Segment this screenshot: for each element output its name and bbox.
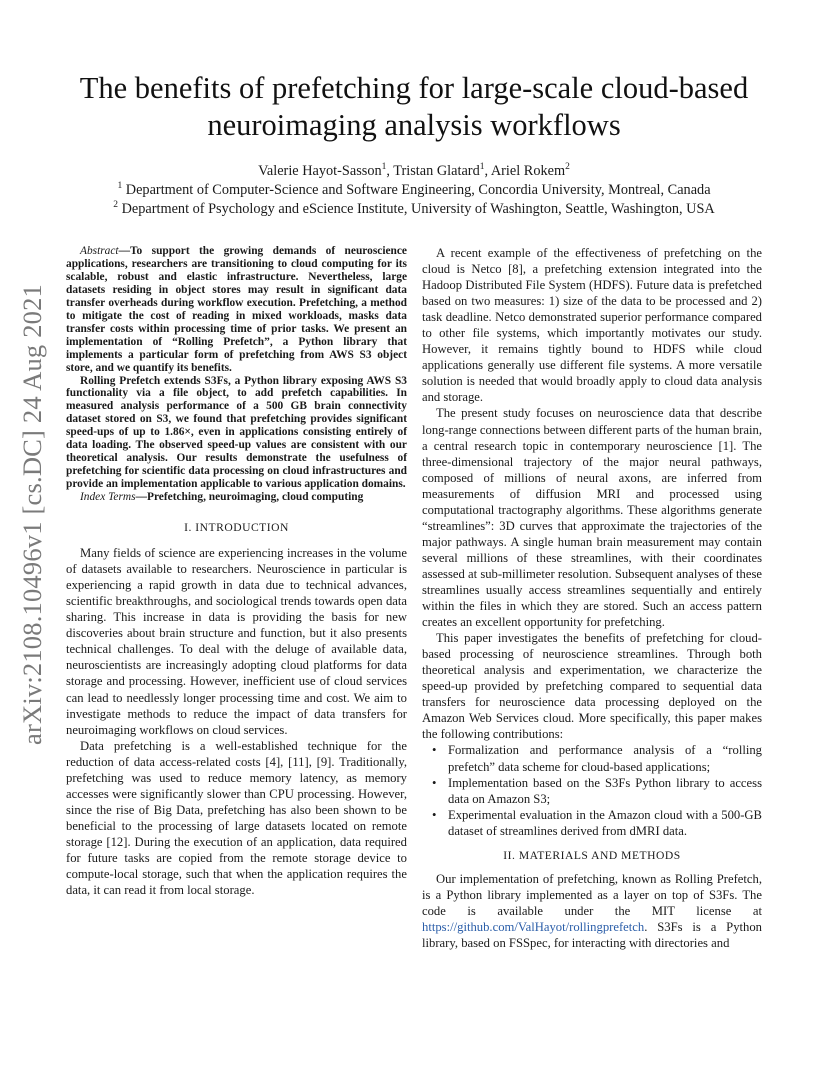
contribution-list <box>422 742 762 838</box>
left-column <box>66 245 407 898</box>
author-affil-mark: 1 <box>479 162 485 173</box>
arxiv-identifier: arXiv:2108.10496v1 [cs.DC] 24 Aug 2021 <box>16 283 47 745</box>
affiliation <box>0 200 828 218</box>
paragraph: The present study focuses on neuroscience data that describe long-range connections between different parts of the human brain, a central research topic in contemporary neuroscience [1]. The three-dimensional trajectory of the major neural pathways, composed of millions of neural axons, are inferred from measurements of diffusion MRI and processed using computational tractography algorithms. These algorithms generate “streamlines”: 3D curves that approximate the trajectories of the major pathways. A single human brain measurement may contain several millions of these streamlines, with their coordinates assessed at sub-millimeter resolution. Subsequent analyses of these streamlines usually access streamlines sequentially and entirely within the files in which they are stored. Such an access pattern creates an excellent opportunity for prefetching. <box>422 406 762 630</box>
abstract-paragraph: Rolling Prefetch extends S3Fs, a Python library exposing AWS S3 functionality via a file object, to add prefetch capabilities. In measured analysis performance of a 500 GB brain connectivity dataset stored on S3, we found that prefetching provides significant speed-ups of up to 1.86×, even in applications consisting entirely of data loading. The observed speed-up values are consistent with our theoretical analysis. Our results demonstrate the usefulness of prefetching for scientific data processing on cloud infrastructures and provide an implementation applicable to various application domains. <box>66 374 407 491</box>
repository-link[interactable]: https://github.com/ValHayot/rollingprefetch <box>422 919 645 934</box>
abstract-text: —To support the growing demands of neuroscience applications, researchers are transitioning to cloud computing for its scalable, robust and elastic infrastructure. Nevertheless, large datasets residing in object stores may result in significant data transfer overheads during workflow execution. Prefetching, a method to mitigate the cost of reading in mixed workloads, masks data transfer costs within processing time of prior tasks. We present an implementation of “Rolling Prefetch”, a Python library that implements a particular form of prefetching from AWS S3 object store, and we quantify its benefits. <box>66 245 407 374</box>
list-item: • Formalization and performance analysis of a “rolling prefetch” data scheme for cloud-based applications; <box>448 742 762 774</box>
author-name: Valerie Hayot-Sasson <box>258 163 382 179</box>
author-name: Ariel Rokem <box>490 163 566 179</box>
affiliation-text: Department of Psychology and eScience Institute, University of Washington, Seattle, Washington, USA <box>121 201 715 217</box>
affiliation-mark: 1 <box>117 181 123 192</box>
author-affil-mark: 1 <box>381 162 387 173</box>
abstract-label: Abstract <box>80 245 119 257</box>
abstract <box>66 245 407 375</box>
section-heading-methods: II. MATERIALS AND METHODS <box>503 848 681 862</box>
paragraph-text: Our implementation of prefetching, known as Rolling Prefetch, is a Python library implemented as a layer on top of S3Fs. The code is available under the MIT license at <box>422 871 762 918</box>
section-heading-introduction: I. INTRODUCTION <box>184 521 289 535</box>
list-item: • Implementation based on the S3Fs Python library to access data on Amazon S3; <box>448 775 762 807</box>
affiliation-text: Department of Computer-Science and Software Engineering, Concordia University, Montreal, Canada <box>125 182 711 198</box>
paragraph-text: . S3Fs is a Python library, based on FSSpec, for interacting with directories and <box>422 919 762 950</box>
index-terms <box>66 491 407 504</box>
affiliation <box>0 181 828 199</box>
index-terms-text: —Prefetching, neuroimaging, cloud computing <box>135 491 364 504</box>
author-list: Valerie Hayot-Sasson$^1$, Tristan Glatard$^1$, Ariel Rokem$^2$ <box>258 162 570 179</box>
paragraph: A recent example of the effectiveness of prefetching on the cloud is Netco [8], a prefetching extension integrated into the Hadoop Distributed File System (HDFS). Future data is prefetched based on two measures: 1) size of the data to be processed and 2) task deadline. Netco demonstrated superior performance compared to other file systems, which importantly motivates our study. However, it remains tightly bound to HDFS while cloud applications generally use different file systems. A more versatile solution is needed that would broadly apply to cloud data analysis and storage. <box>422 246 762 405</box>
right-column <box>422 245 762 951</box>
paper-title: The benefits of prefetching for large-scale cloud-based neuroimaging analysis workflows <box>79 71 749 142</box>
paragraph: This paper investigates the benefits of prefetching for cloud-based processing of neuroscience streamlines. Through both theoretical analysis and experimentation, we characterize the speed-up provided by prefetching compared to sequential data transfers for neuroscience data processing deployed on the Amazon Web Services cloud. More specifically, this paper makes the following contributions: <box>422 631 762 742</box>
author-affil-mark: 2 <box>565 162 570 173</box>
author-name: Tristan Glatard <box>393 163 480 179</box>
paragraph: Data prefetching is a well-established technique for the reduction of data access-related costs [4], [11], [9]. Traditionally, prefetching was used to reduce memory latency, as memory accesses were significantly slower than CPU processing. However, since the rise of Big Data, prefetching has also been shown to be beneficial to the processing of large datasets located on remote storage [12]. During the execution of an application, data required for future tasks are copied from the remote storage device to compute-local storage, such that when the application requires the data, it can read it from local storage. <box>66 738 407 898</box>
affiliation-mark: 2 <box>113 200 118 211</box>
index-terms-label: Index Terms <box>80 491 136 504</box>
paragraph: Many fields of science are experiencing increases in the volume of datasets available to researchers. Neuroscience in particular is experiencing a rapid growth in data due to technical advances, scientific breakthroughs, and sociological trends towards open data sharing. This increase in data is providing the basis for new discoveries about brain structure and function, but it also presents technical challenges. To deal with the deluge of available data, neuroscientists are increasingly adopting cloud platforms for data storage and processing. However, inefficient use of cloud services can lead to needlessly longer processing time and cost. We aim to investigate methods to reduce the impact of data transfers for neuroimaging workflows on cloud services. <box>66 546 407 737</box>
list-item: • Experimental evaluation in the Amazon cloud with a 500-GB dataset of streamlines derived from dMRI data. <box>448 807 762 839</box>
paragraph <box>422 871 762 951</box>
